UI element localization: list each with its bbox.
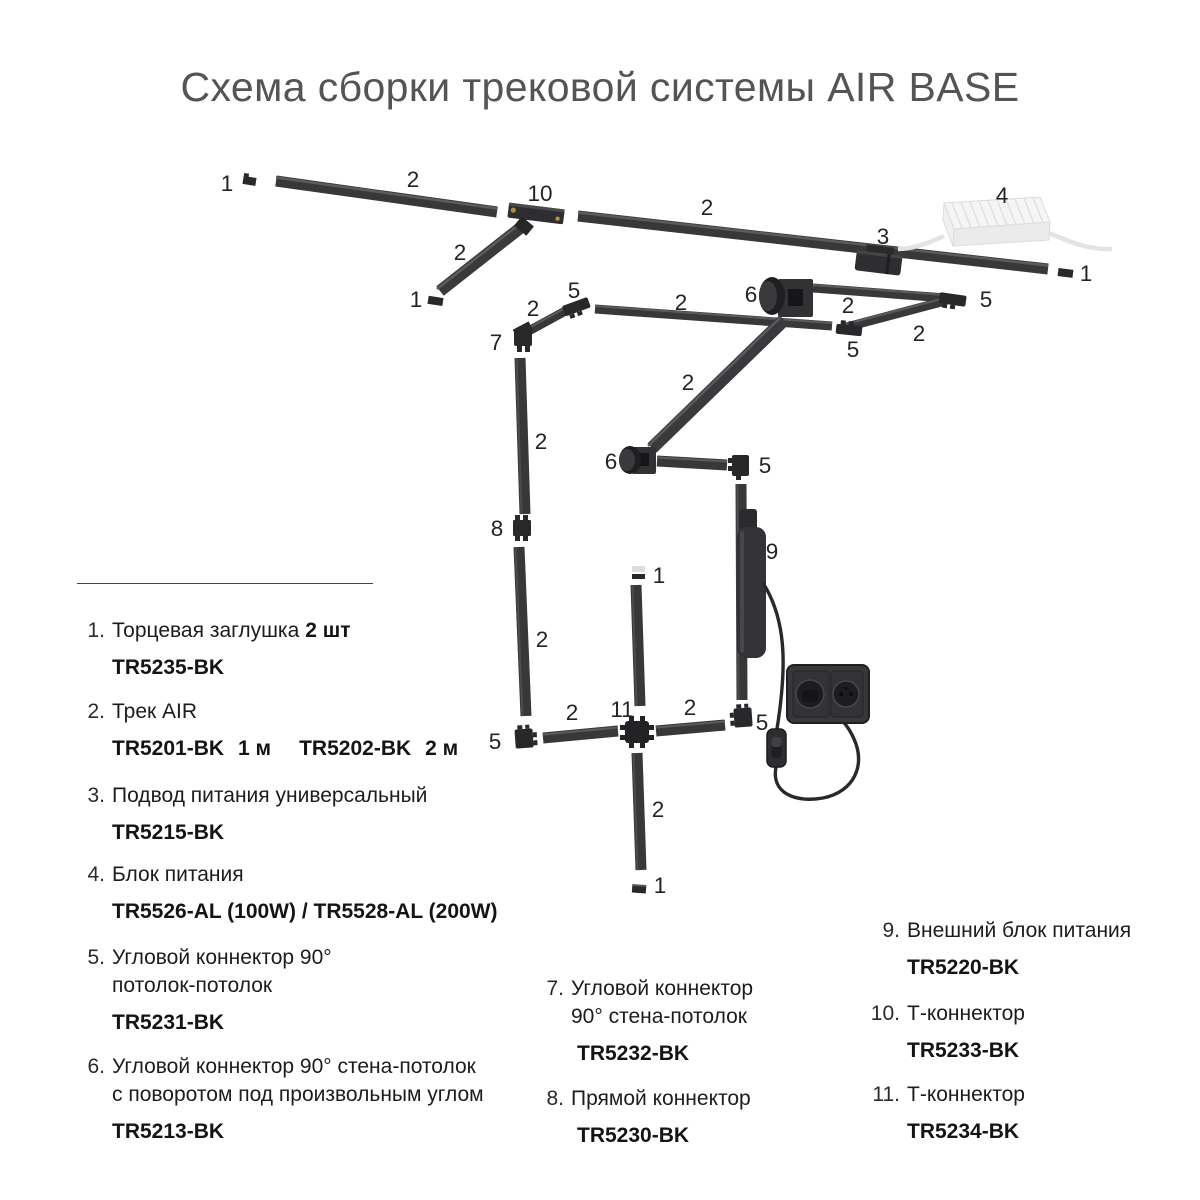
callout-5: 5 (979, 287, 993, 312)
wall-socket (787, 665, 869, 723)
legend-item-name-line2: с поворотом под произвольным углом (112, 1083, 484, 1106)
swivel-connector-6-upper (759, 277, 813, 317)
legend-item-name: Подвод питания универсальный (112, 784, 428, 807)
callout-6: 6 (604, 449, 618, 474)
callout-5: 5 (488, 729, 502, 754)
legend-item-code: TR5234-BK (907, 1120, 1020, 1143)
corner-connector-5b (938, 292, 967, 311)
legend-item-code: TR5215-BK (112, 821, 225, 844)
callout-2: 2 (912, 321, 926, 346)
legend-item-number: 9. (882, 919, 900, 942)
legend-item-number: 7. (546, 977, 564, 1000)
legend-item-code: TR5235-BK (112, 656, 225, 679)
legend-item-name-line2: потолок-потолок (112, 974, 273, 997)
legend-item-length: 2 м (425, 737, 459, 760)
legend-item-number: 3. (87, 784, 105, 807)
legend-item-code: TR5233-BK (907, 1039, 1020, 1062)
callout-2: 2 (700, 195, 714, 220)
legend-item-2 (78, 698, 458, 763)
callout-1: 1 (652, 563, 666, 588)
legend-item-code: TR5220-BK (907, 956, 1020, 979)
corner-connector-5d (728, 455, 749, 480)
legend-item-10 (858, 1000, 1025, 1065)
legend-item-code: TR5232-BK (577, 1042, 690, 1065)
callout-11: 11 (610, 697, 634, 722)
legend-item-8 (536, 1085, 751, 1150)
corner-connector-7 (513, 321, 534, 352)
legend-item-number: 4. (87, 863, 105, 886)
inline-switch (767, 729, 786, 767)
legend-item-number: 5. (87, 946, 105, 969)
callout-2: 2 (565, 700, 579, 725)
legend-item-number: 1. (87, 619, 105, 642)
straight-connector-8 (513, 515, 531, 541)
legend-item-name: Торцевая заглушка (112, 619, 300, 642)
legend-item-number: 6. (87, 1055, 105, 1078)
legend-item-code: TR5202-BK (299, 737, 412, 760)
legend-item-name: Трек AIR (112, 700, 198, 723)
legend-item-3 (78, 782, 427, 847)
legend-separator-line (77, 583, 373, 584)
legend-item-code: TR5213-BK (112, 1120, 225, 1143)
legend-item-name: Угловой коннектор 90° стена-потолок (112, 1055, 476, 1078)
legend-item-11 (858, 1081, 1025, 1146)
legend-item-4 (78, 861, 498, 926)
callout-2: 2 (841, 293, 855, 318)
swivel-connector-6-lower (619, 446, 656, 474)
legend-item-5 (78, 944, 332, 1037)
legend-item-9 (858, 917, 1131, 982)
callout-2: 2 (406, 167, 420, 192)
callout-1: 1 (1079, 261, 1093, 286)
corner-connector-5f (514, 724, 538, 748)
callout-5: 5 (758, 453, 772, 478)
legend-item-code: TR5231-BK (112, 1011, 225, 1034)
callout-8: 8 (490, 516, 504, 541)
callout-2: 2 (651, 797, 665, 822)
callout-1: 1 (653, 873, 667, 898)
legend-item-code: TR5230-BK (577, 1124, 690, 1147)
callout-5: 5 (755, 710, 769, 735)
callout-10: 10 (527, 181, 553, 206)
track-air-segments (276, 178, 1048, 871)
legend-item-name: Угловой коннектор 90° (112, 946, 332, 969)
legend-item-name-line2: 90° стена-потолок (571, 1005, 747, 1028)
callout-3: 3 (876, 224, 890, 249)
external-power-block-9 (737, 509, 766, 658)
legend-item-name: Т-коннектор (907, 1002, 1025, 1025)
callout-5: 5 (846, 337, 860, 362)
legend-item-name: Внешний блок питания (907, 919, 1132, 942)
callout-7: 7 (489, 330, 503, 355)
legend-item-quantity: 2 шт (305, 619, 351, 642)
legend-item-length: 1 м (238, 737, 272, 760)
callout-2: 2 (535, 627, 549, 652)
legend-item-1 (78, 617, 351, 682)
callout-2: 2 (526, 296, 540, 321)
callout-1: 1 (220, 171, 234, 196)
callout-1: 1 (409, 287, 423, 312)
legend-item-code: TR5526-AL (100W) / TR5528-AL (200W) (112, 900, 498, 923)
callout-2: 2 (681, 370, 695, 395)
legend-item-code: TR5201-BK (112, 737, 225, 760)
callout-2: 2 (674, 290, 688, 315)
page-title: Схема сборки трековой системы AIR BASE (180, 64, 1020, 110)
legend-item-number: 11. (872, 1083, 900, 1106)
legend-item-name: Т-коннектор (907, 1083, 1025, 1106)
legend-item-name: Угловой коннектор (571, 977, 754, 1000)
legend-item-name: Блок питания (112, 863, 244, 886)
callout-2: 2 (453, 240, 467, 265)
legend-item-number: 8. (546, 1087, 564, 1110)
legend-item-number: 10. (870, 1002, 900, 1025)
callout-2: 2 (683, 695, 697, 720)
legend-item-number: 2. (87, 700, 105, 723)
callout-4: 4 (995, 183, 1009, 208)
callout-2: 2 (534, 429, 548, 454)
legend-item-name: Прямой коннектор (571, 1087, 751, 1110)
callout-6: 6 (744, 282, 758, 307)
corner-connector-5e (729, 703, 753, 727)
callout-9: 9 (765, 539, 779, 564)
callout-5: 5 (567, 278, 581, 303)
legend-item-6 (78, 1053, 484, 1146)
legend-item-7 (536, 975, 753, 1068)
